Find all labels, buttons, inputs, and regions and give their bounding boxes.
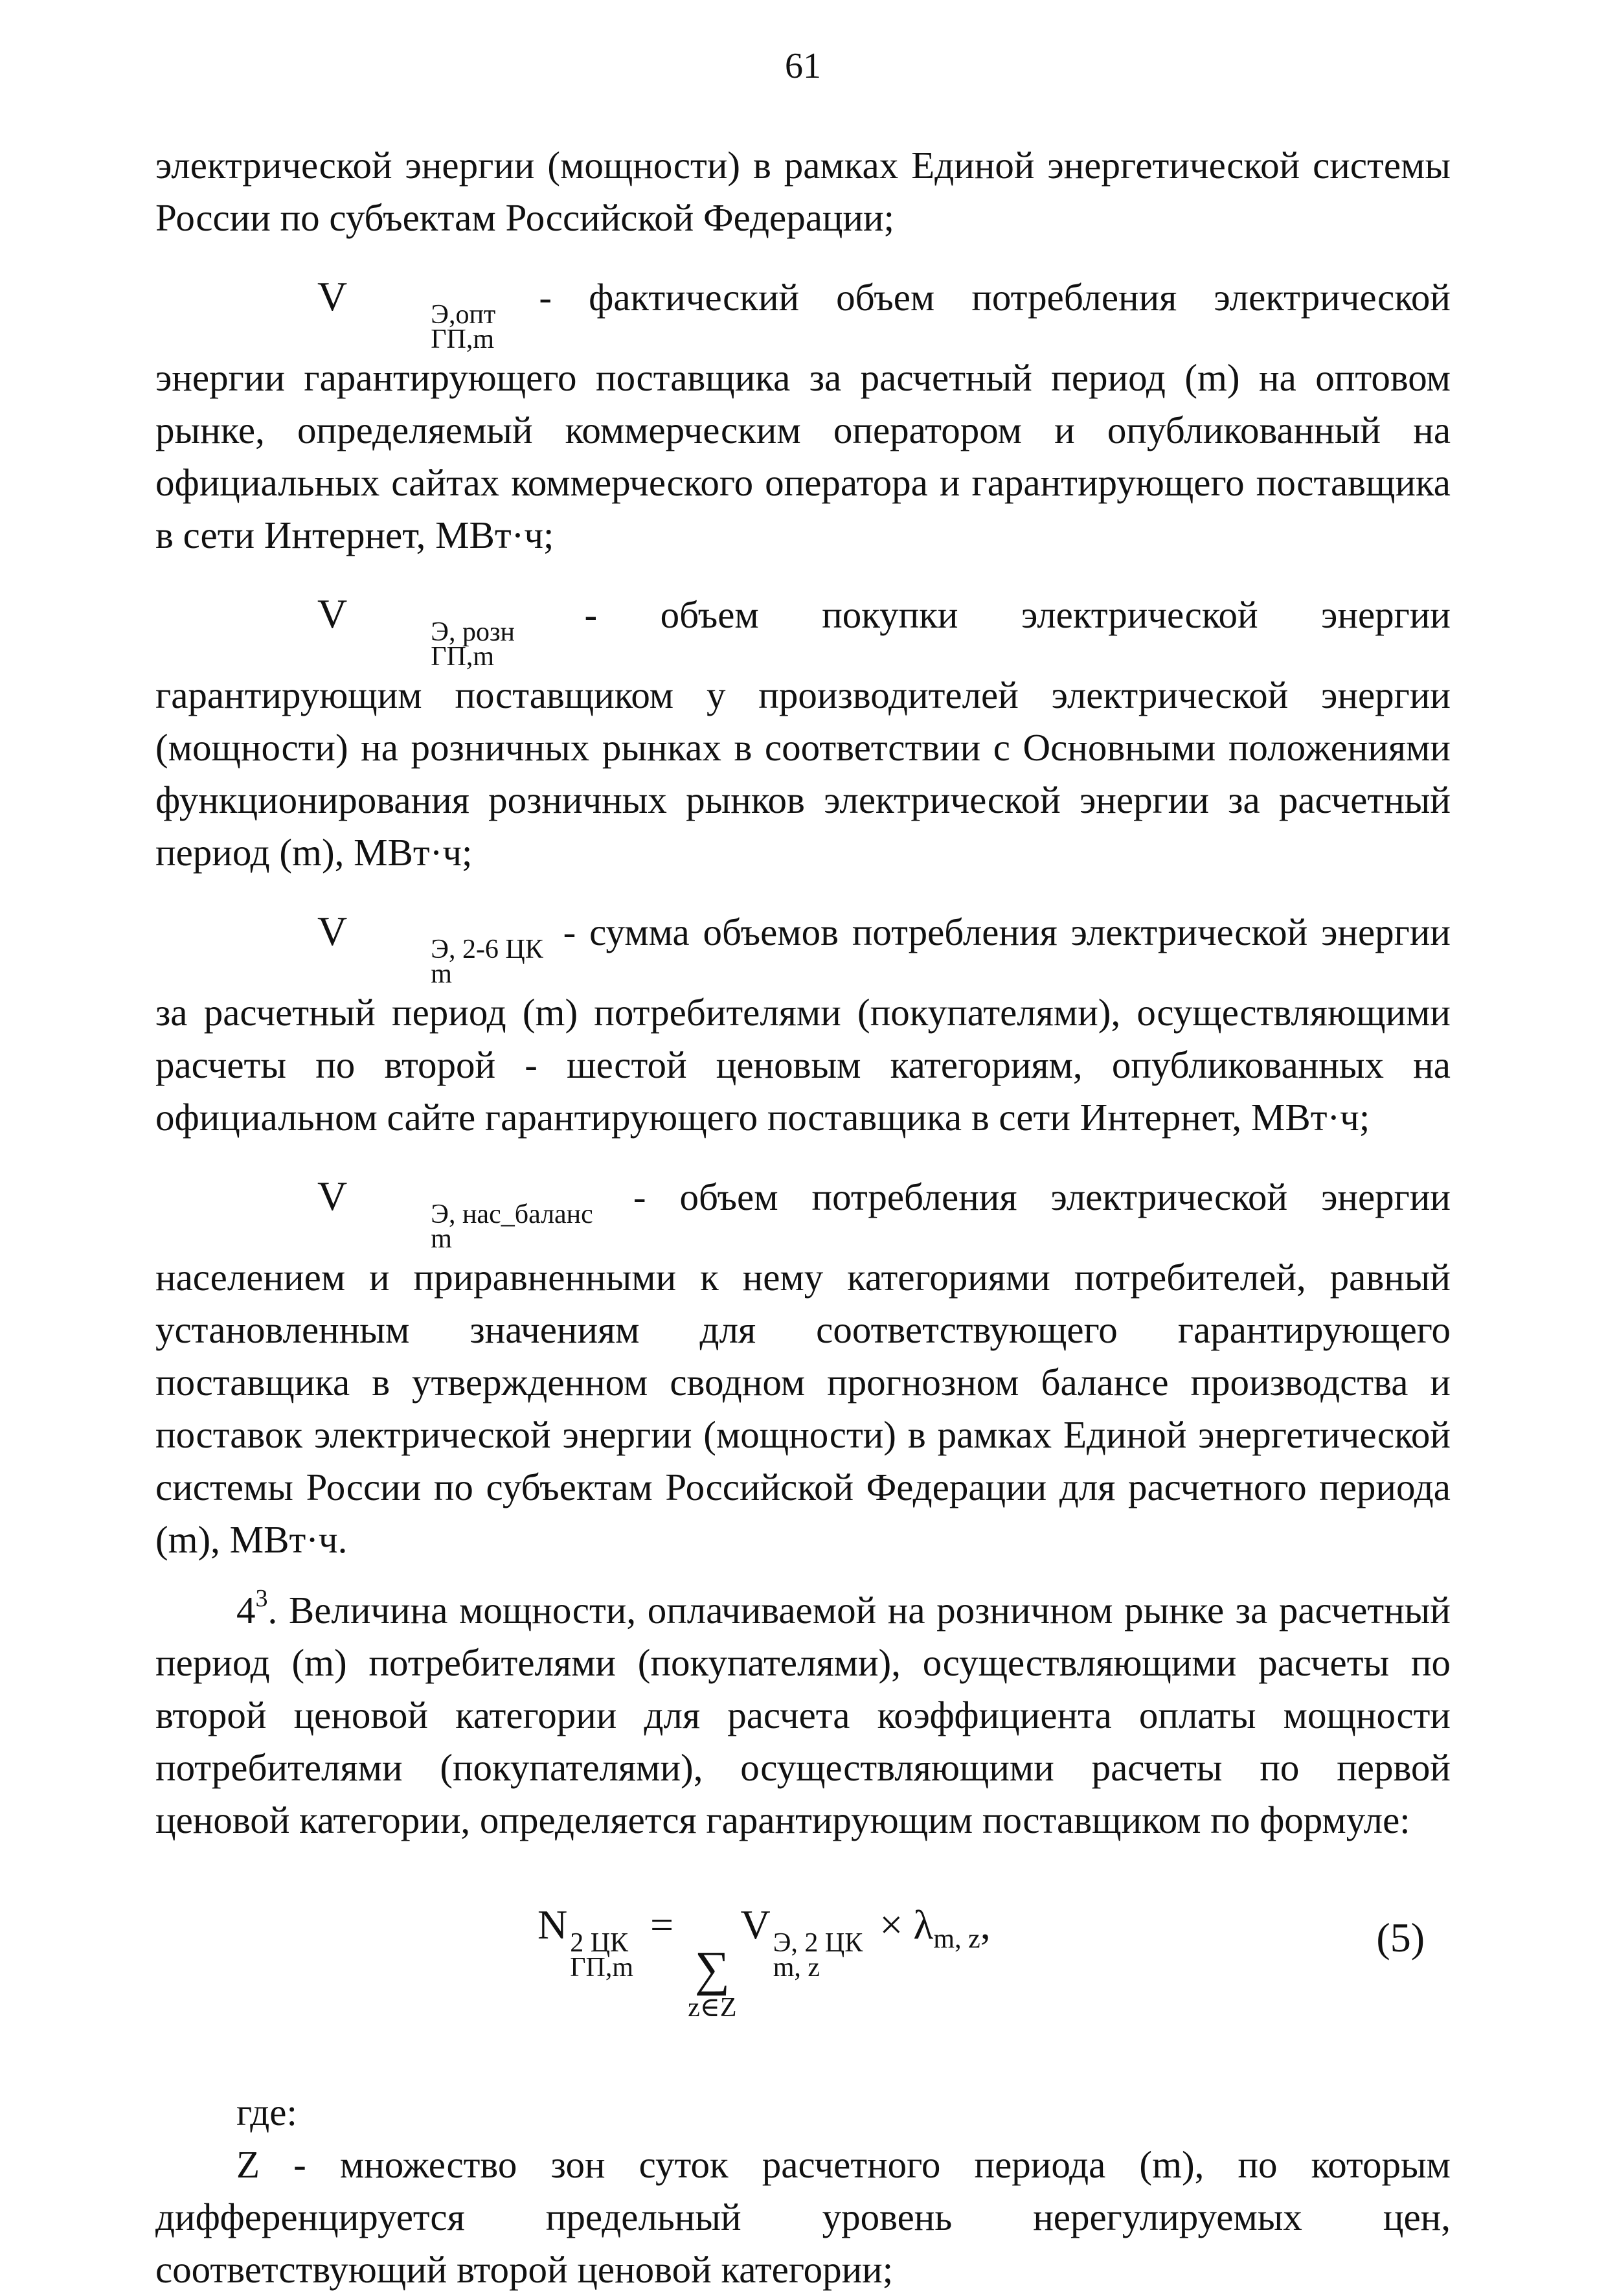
definition-text: - объем покупки электрической энергии гарантирующим поставщиком у производителей электрической энергии (мощности) на розничных рынках в соответствии с Основными положениями функционирования розничных рынков электрической энергии за расчетный период (m), МВт·ч; [155,593,1451,874]
symbol-v-opt: V Э,опт ГП,m [317,273,496,354]
definition-text: - фактический объем потребления электрической энергии гарантирующего поставщика за расчетный период (m) на оптовом рынке, определяемый коммерческим оператором и опубликованный на официальных сайтах коммерческого оператора и гарантирующего поставщика в сети Интернет, МВт·ч; [155,276,1451,556]
definition-text: - сумма объемов потребления электрической энергии за расчетный период (m) потребителями (покупателями), осуществляющими расчеты по второй - шестой ценовым категориям, опубликованных на официальном сайте гарантирующего поставщика в сети Интернет, МВт·ч; [155,911,1451,1139]
formula-expression [537,1898,991,2027]
paragraph-continuation: электрической энергии (мощности) в рамках Единой энергетической системы России по субъектам Российской Федерации; [155,144,1451,239]
formula-term: V Э, 2 ЦК m, z [740,1902,863,1983]
definition-v-rozn [155,587,1451,879]
formula-equals: = [650,1902,674,1948]
definition-z [155,2139,1451,2296]
document-body [155,139,1451,2296]
where-label: где: [236,2091,297,2133]
symbol-v-rozn: V Э, розн ГП,m [317,591,515,672]
definition-v-2-6ck [155,905,1451,1144]
definition-v-nas-balans [155,1170,1451,1566]
symbol-v-nas-balans: V Э, нас_баланс m [317,1173,593,1254]
formula-number: (5) [1376,1915,1425,1961]
symbol-v-2-6ck: V Э, 2-6 ЦК m [317,908,543,989]
item-4-3 [155,1573,1451,1847]
formula-5 [155,1885,1451,2023]
definition-text: - множество зон суток расчетного периода (m), по которым дифференцируется предельный уровень нерегулируемых цен, соответствующий второй ценовой категории; [155,2143,1451,2291]
formula-lambda: $\lambda_{m, z}$ [913,1902,980,1954]
item-number: 4 [236,1589,256,1631]
symbol-z: Z [236,2143,260,2186]
formula-trail: , [980,1902,991,1948]
sum-operator: ∑ z∈Z [688,1942,737,2023]
definition-v-opt [155,270,1451,562]
formula-times: × [879,1902,903,1948]
item-number-sup: 3 [255,1585,268,1612]
page-number: 61 [785,46,821,86]
formula-lhs: N 2 ЦК ГП,m [537,1902,633,1983]
definition-text: - объем потребления электрической энергии населением и приравненными к нему категориями потребителей, равный установленным значениям для соответствующего гарантирующего поставщика в утвержденном сводном прогнозном балансе производства и поставок электрической энергии (мощности) в рамках Единой энергетической системы России по субъектам Российской Федерации для расчетного периода (m), МВт·ч. [155,1176,1451,1561]
item-text: . Величина мощности, оплачиваемой на розничном рынке за расчетный период (m) потребителями (покупателями), осуществляющими расчеты по второй ценовой категории для расчета коэффициента оплаты мощности потребителями (покупателями), осуществляющими расчеты по первой ценовой категории, определяется гарантирующим поставщиком по формуле: [155,1589,1451,1841]
